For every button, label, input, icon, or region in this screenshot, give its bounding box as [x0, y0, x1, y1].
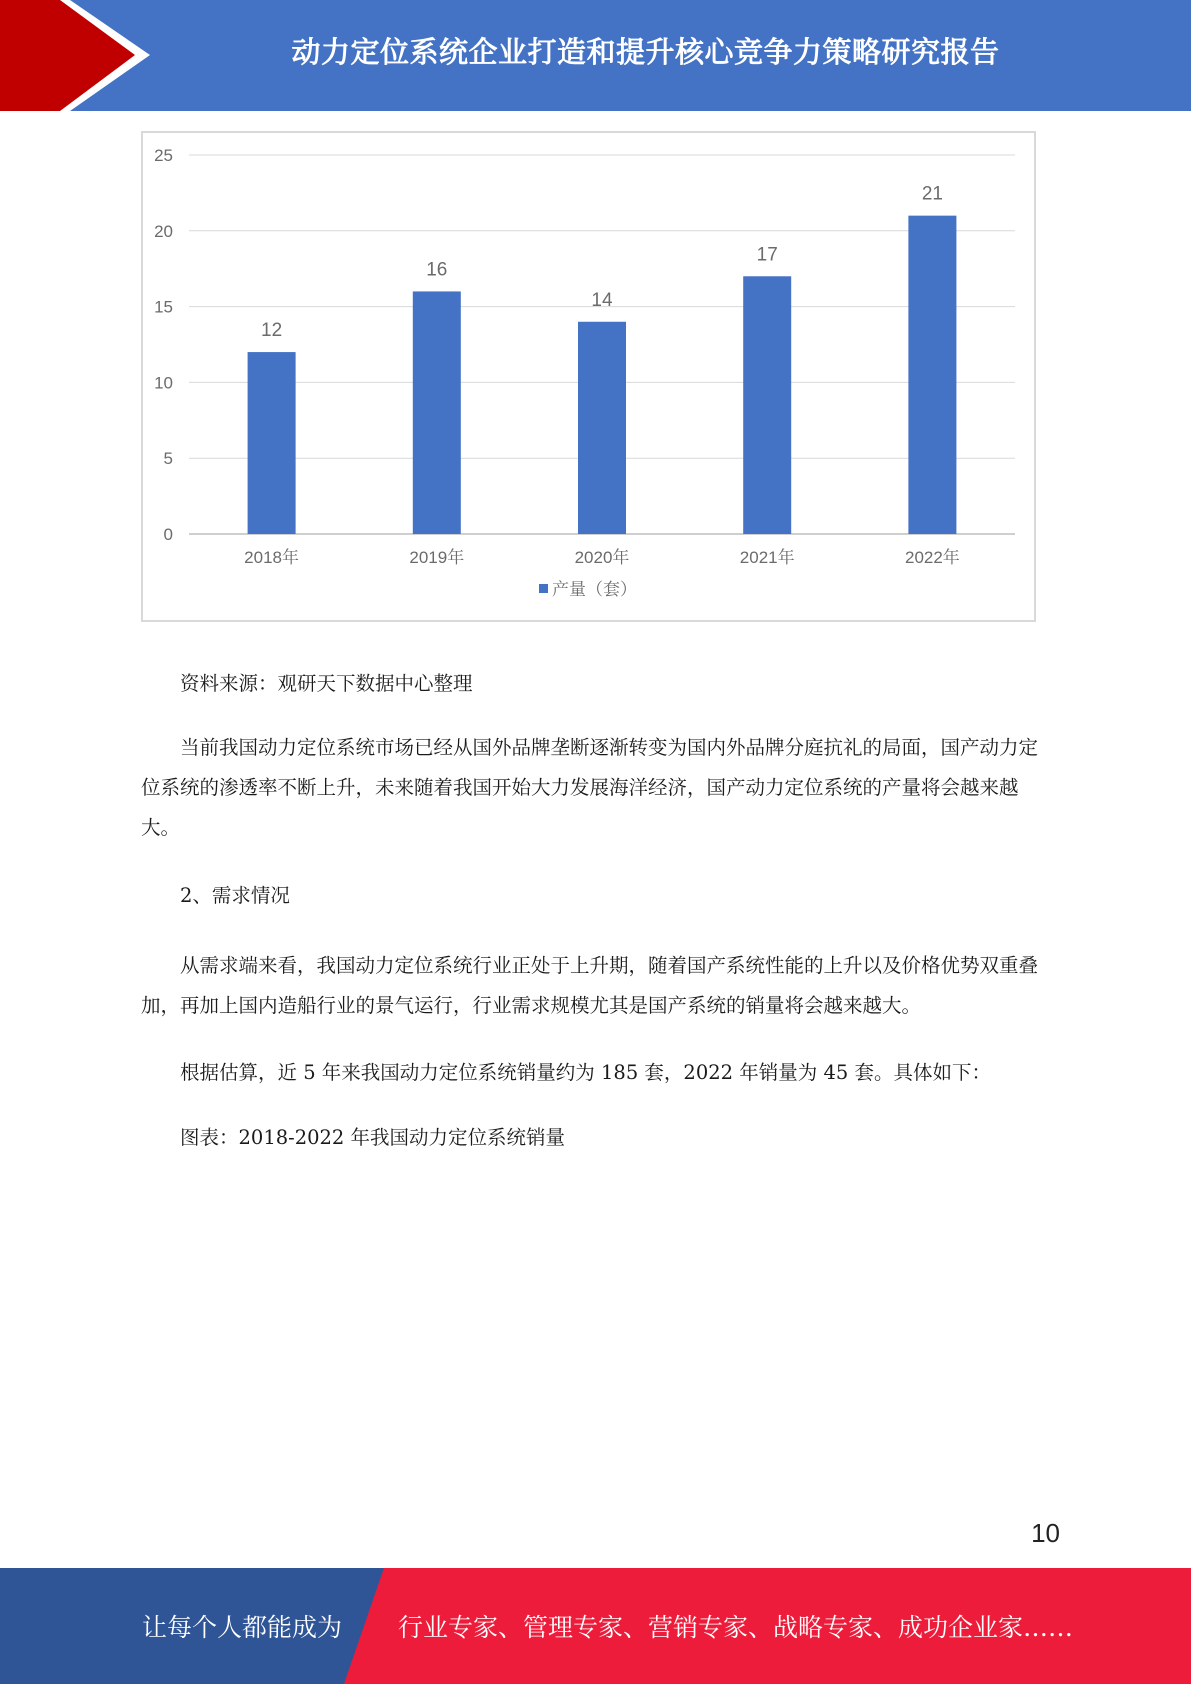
- data-label: 17: [756, 244, 778, 266]
- bar: [578, 322, 626, 534]
- footer-slogan-left: 让每个人都能成为: [142, 1613, 343, 1642]
- bar: [248, 352, 296, 534]
- paragraph-market-situation: 当前我国动力定位系统市场已经从国外品牌垄断逐渐转变为国内外品牌分庭抗礼的局面，国产动力定位系统的渗透率不断上升，未来随着我国开始大力发展海洋经济，国产动力定位系统的产量将会越来越大。: [141, 736, 1039, 839]
- y-tick-label: 5: [163, 449, 173, 469]
- figure-caption: 图表：2018-2022 年我国动力定位系统销量: [180, 1126, 566, 1149]
- x-tick-label: 2020年: [574, 548, 630, 567]
- header-chevron-decoration: [0, 0, 160, 111]
- y-tick-label: 0: [163, 525, 173, 544]
- data-label: 12: [261, 320, 283, 342]
- legend-label: 产量（套）: [552, 580, 637, 599]
- paragraph-demand-trend: 从需求端来看，我国动力定位系统行业正处于上升期，随着国产系统性能的上升以及价格优势双重叠加，再加上国内造船行业的景气运行，行业需求规模尤其是国产系统的销量将会越来越大。: [141, 954, 1039, 1017]
- x-tick-label: 2019年: [409, 548, 465, 567]
- data-label: 21: [921, 183, 943, 205]
- page-number: 10: [1031, 1518, 1060, 1548]
- page-footer: [0, 1568, 1191, 1684]
- x-tick-label: 2018年: [244, 548, 300, 567]
- x-tick-label: 2022年: [904, 548, 960, 567]
- y-tick-label: 20: [154, 221, 173, 241]
- x-tick-label: 2021年: [739, 548, 795, 567]
- source-note: 资料来源：观研天下数据中心整理: [180, 672, 473, 695]
- data-label: 14: [591, 289, 613, 311]
- bar: [743, 276, 791, 534]
- section-heading-demand: 2、需求情况: [180, 884, 290, 907]
- bar: [413, 291, 461, 534]
- data-label: 16: [426, 259, 448, 281]
- legend-swatch: [539, 584, 548, 593]
- production-bar-chart: [141, 131, 1036, 622]
- bar: [908, 216, 956, 534]
- y-tick-label: 10: [154, 373, 173, 393]
- y-tick-label: 25: [154, 146, 173, 165]
- header-chevron-red: [0, 0, 135, 111]
- chart-svg: [143, 133, 1034, 620]
- paragraph-sales-estimate: 根据估算，近 5 年来我国动力定位系统销量约为 185 套，2022 年销量为 45 套。具体如下：: [180, 1061, 991, 1084]
- y-tick-label: 15: [154, 297, 173, 317]
- footer-slogan-right: 行业专家、管理专家、营销专家、战略专家、成功企业家……: [398, 1613, 1074, 1642]
- page-header: [0, 0, 1191, 111]
- report-title: 动力定位系统企业打造和提升核心竞争力策略研究报告: [291, 34, 1000, 69]
